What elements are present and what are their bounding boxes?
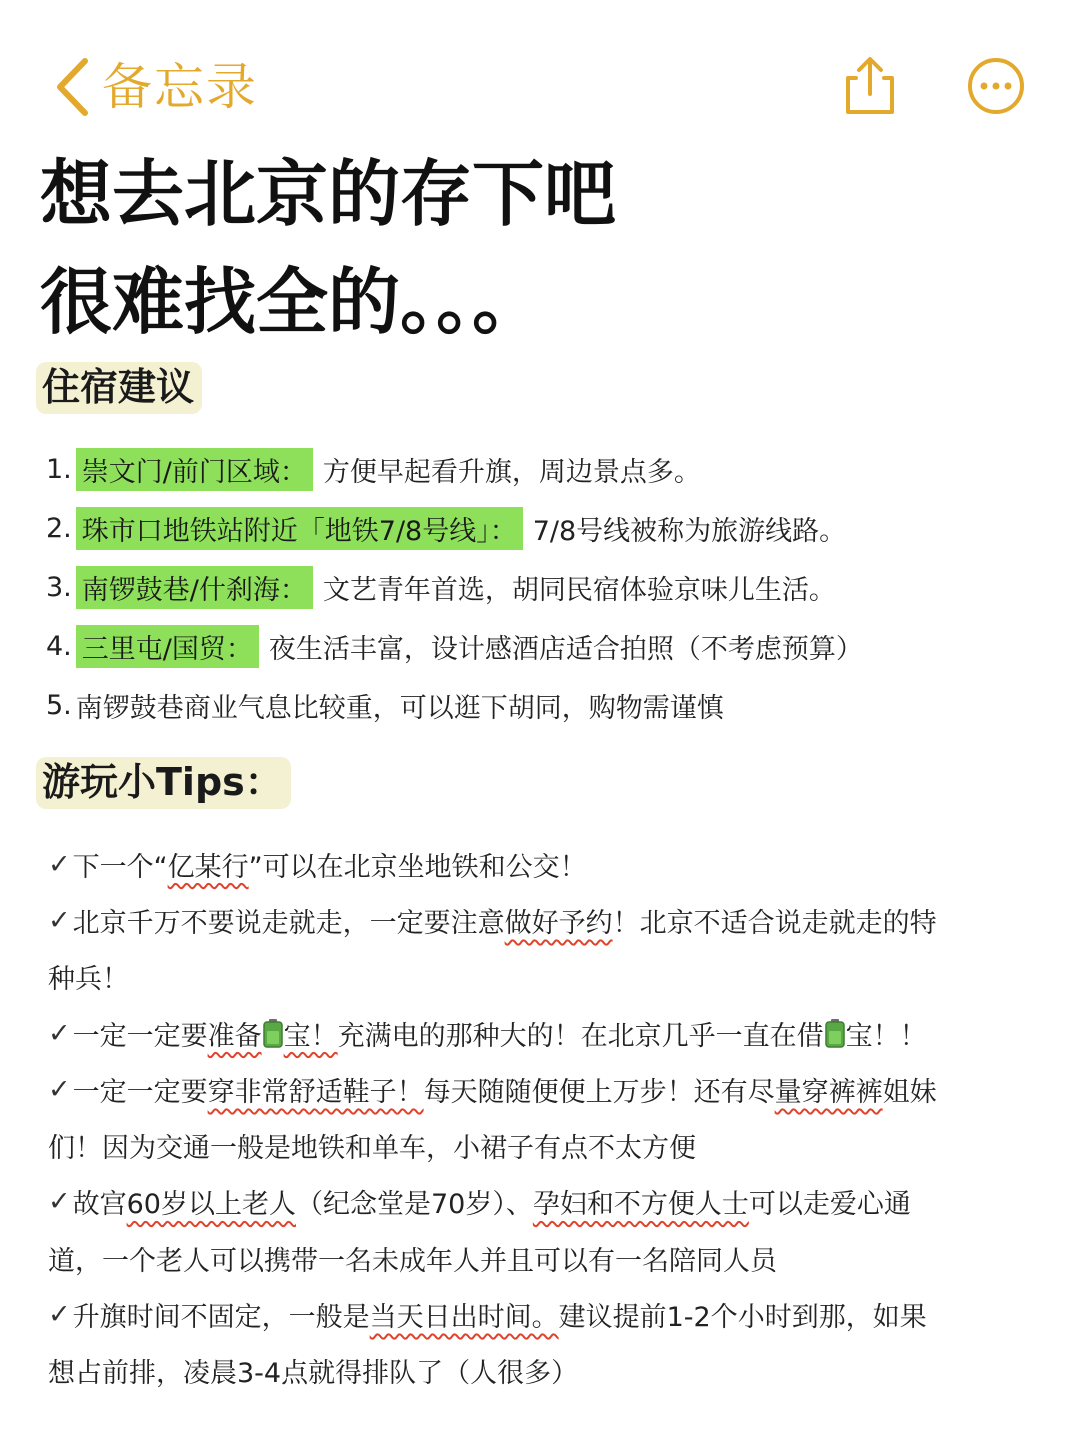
tip-6: ✓ 升旗时间不固定，一般是 当天日出时间。 建议提前1-2个小时到那，如果 [48, 1299, 927, 1334]
area-highlight: 崇文门/前门区域： [76, 448, 313, 491]
area-highlight: 三里屯/国贸： [76, 625, 259, 668]
battery-icon [262, 1018, 284, 1048]
list-item: 3. 南锣鼓巷/什刹海： 文艺青年首选，胡同民宿体验京味儿生活。 [46, 558, 1046, 617]
title-line-2: 很难找全的。。。 [40, 260, 545, 344]
tip-6-cont: 想占前排，凌晨3-4点就得排队了（人很多） [48, 1358, 579, 1390]
list-item: 5. 南锣鼓巷商业气息比较重，可以逛下胡同，购物需谨慎 [46, 690, 724, 724]
back-label: 备忘录 [102, 58, 258, 116]
tip-4-cont: 们！因为交通一般是地铁和单车，小裙子有点不太方便 [48, 1133, 696, 1165]
checkmark-icon: ✓ [48, 848, 71, 880]
tip-5-cont: 道，一个老人可以携带一名未成年人并且可以有一名陪同人员 [48, 1245, 777, 1277]
checkmark-icon: ✓ [48, 1299, 71, 1331]
back-button[interactable] [52, 52, 258, 122]
tip-4: ✓ 一定一定要 穿非常舒适鞋子！ 每天随随便便上万步！还有尽 量穿裤裤 姐妹 [48, 1073, 937, 1108]
checkmark-icon: ✓ [48, 1186, 71, 1218]
tip-1: ✓ 下一个“ 亿某行 ”可以在北京坐地铁和公交！ [48, 848, 587, 883]
checkmark-icon: ✓ [48, 1017, 71, 1049]
chevron-left-icon [52, 56, 92, 118]
more-icon[interactable] [966, 56, 1026, 116]
title-line-1: 想去北京的存下吧 [40, 152, 617, 236]
list-item: 1. 崇文门/前门区域： 方便早起看升旗，周边景点多。 [46, 440, 1046, 499]
checkmark-icon: ✓ [48, 1073, 71, 1105]
nav-bar [0, 0, 1080, 140]
tips-list [48, 836, 1038, 1399]
tip-3: ✓ 一定一定要 准备 宝！ 充满电的那种大的！在北京几乎一直在借 宝！！ [48, 1017, 927, 1052]
list-item: 2. 珠市口地铁站附近「地铁7/8号线」： 7/8号线被称为旅游线路。 [46, 499, 1046, 558]
share-icon[interactable] [840, 54, 900, 118]
section-heading-tips: 游玩小Tips： [36, 757, 291, 809]
tip-2-cont: 种兵！ [48, 964, 129, 996]
list-item: 4. 三里屯/国贸： 夜生活丰富，设计感酒店适合拍照（不考虑预算） [46, 617, 1046, 676]
area-highlight: 南锣鼓巷/什刹海： [76, 566, 313, 609]
note-title [40, 140, 616, 356]
checkmark-icon: ✓ [48, 904, 71, 936]
section-heading-stay: 住宿建议 [36, 362, 202, 414]
area-highlight: 珠市口地铁站附近「地铁7/8号线」： [76, 507, 523, 550]
tip-2: ✓ 北京千万不要说走就走，一定要注意 做好予约 ！北京不适合说走就走的特 [48, 904, 937, 939]
stay-list [46, 440, 1046, 735]
tip-5: ✓ 故宫 60岁以上老人 （纪念堂是70岁）、 孕妇和不方便人士 可以走爱心通 [48, 1186, 911, 1221]
battery-icon [824, 1018, 846, 1048]
